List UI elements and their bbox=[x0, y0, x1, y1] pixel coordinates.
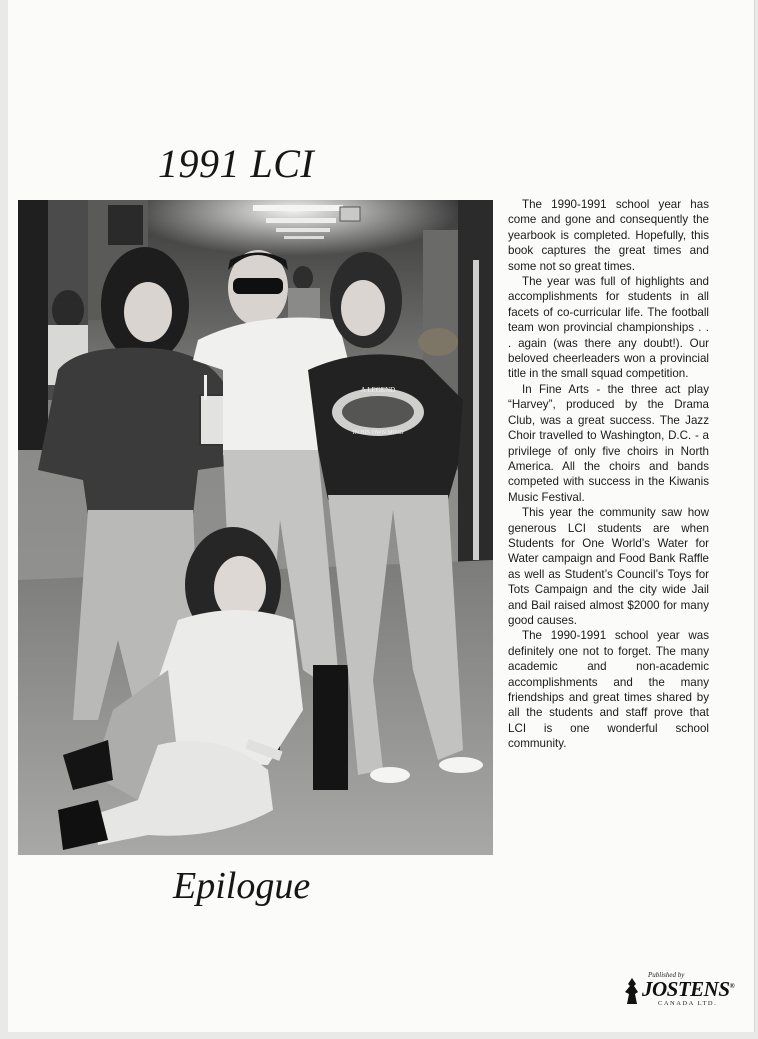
epilogue-text bbox=[508, 197, 709, 752]
paragraph: In Fine Arts - the three act play “Harvey”, produced by the Drama Club, was a great success. The Jazz Choir travelled to Washington, D.C. - a privilege of only five choirs in North America. All the choirs and bands competed with success in the Kiwanis Music Festival. bbox=[508, 382, 709, 504]
publisher-sub: CANADA LTD. bbox=[658, 1000, 718, 1007]
shirt-text-top: A LEGEND bbox=[360, 386, 396, 394]
paragraph: The year was full of highlights and accomplishments for students in all facets of co-curricular life. The football team won provincial championships . . . again (was there any doubt!). Our beloved cheerleaders won a provincial title in the small squad competition. bbox=[508, 275, 709, 381]
publisher-mark bbox=[622, 968, 744, 1008]
published-by-label: Published by bbox=[648, 971, 685, 979]
page-title: 1991 LCI bbox=[158, 141, 315, 186]
paragraph: The 1990-1991 school year was definitely one not to forget. The many academic and non-academic accomplishments and the many friendships and great times shared by all the students and staff prove that LCI is one wonderful school community. bbox=[508, 629, 709, 751]
epilogue-heading: Epilogue bbox=[173, 865, 311, 907]
yearbook-page bbox=[8, 0, 754, 1032]
publisher-name-text: JOSTENS bbox=[642, 977, 730, 1001]
shirt-text-bottom: IN HIS OWN MIND bbox=[352, 430, 404, 436]
paragraph: The 1990-1991 school year has come and gone and consequently the yearbook is completed. Hopefully, this book captures the great times and some not so great times. bbox=[508, 198, 709, 273]
registered-mark: ® bbox=[729, 982, 735, 990]
jostens-knight-icon bbox=[622, 976, 642, 1006]
group-photo bbox=[18, 200, 493, 855]
paragraph: This year the community saw how generous LCI students are when Students for One World’s Water for Water campaign and Food Bank Raffle as well as Student’s Council’s Toys for Tots Campaign and the city wide Jail and Bail raised almost $2000 for many good causes. bbox=[508, 506, 709, 627]
publisher-name bbox=[642, 977, 734, 1002]
